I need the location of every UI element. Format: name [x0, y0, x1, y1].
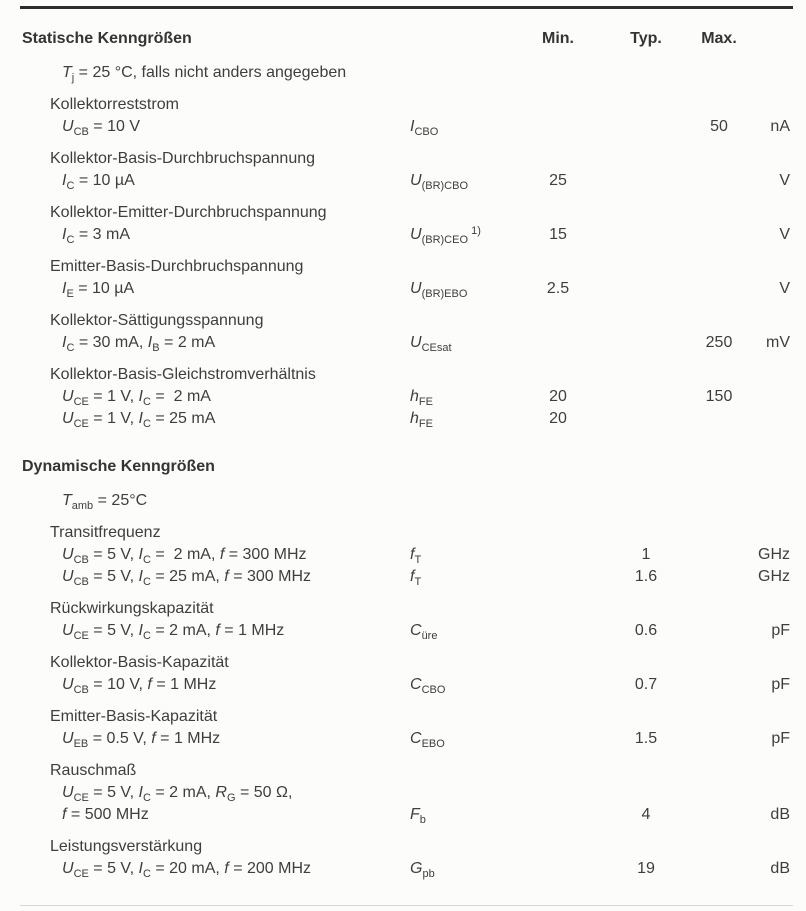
text-segment: I — [138, 784, 143, 801]
text-segment: = 300 MHz — [228, 568, 312, 585]
table-row — [0, 804, 806, 826]
symbol-cell — [410, 620, 530, 643]
text-segment: (BR)CBO — [421, 179, 469, 192]
parameter-group — [0, 148, 806, 192]
parameter-group — [0, 652, 806, 696]
group-title: Kollektor-Basis-Kapazität — [50, 654, 229, 671]
text-segment: C — [66, 341, 75, 354]
text-segment: üre — [421, 629, 438, 642]
text-segment: G — [226, 791, 236, 804]
condition-cell — [0, 566, 410, 589]
text-segment: = 5 V, — [88, 784, 139, 801]
min-cell: 15 — [549, 226, 567, 243]
table-row — [0, 386, 806, 408]
text-segment: CBO — [421, 683, 446, 696]
text-segment: CE — [73, 417, 89, 430]
symbol-cell — [410, 332, 530, 355]
text-segment: h — [410, 410, 419, 427]
group-title-row — [0, 94, 806, 116]
text-segment: U — [410, 334, 422, 351]
text-segment: CB — [73, 125, 89, 138]
unit-cell: V — [779, 226, 790, 243]
bottom-rule — [20, 905, 793, 906]
unit-cell: pF — [771, 622, 790, 639]
text-segment: f — [410, 546, 415, 563]
text-segment: h — [410, 388, 419, 405]
text-segment: I — [138, 860, 143, 877]
top-rule — [20, 6, 793, 9]
max-cell: 250 — [705, 334, 733, 351]
group-title: Kollektor-Sättigungsspannung — [50, 312, 264, 329]
group-title-row — [0, 522, 806, 544]
text-segment: CE — [73, 395, 89, 408]
table-row — [0, 544, 806, 566]
text-segment: U — [62, 546, 74, 563]
text-segment: = 2 mA, — [150, 546, 220, 563]
text-segment: U — [62, 676, 74, 693]
parameter-group — [0, 256, 806, 300]
text-segment: = 2 mA, — [150, 784, 216, 801]
text-segment: amb — [71, 499, 94, 512]
condition-cell — [0, 116, 410, 139]
text-segment: = 2 mA — [150, 388, 211, 405]
table-row — [0, 566, 806, 588]
text-segment: U — [62, 860, 74, 877]
text-segment: I — [62, 334, 67, 351]
section-title: Statische Kenngrößen — [22, 30, 192, 47]
column-header-typ: Typ. — [630, 30, 662, 47]
group-title-row — [0, 364, 806, 386]
text-segment: = 5 V, — [88, 622, 139, 639]
condition-cell — [0, 858, 410, 881]
typ-cell: 4 — [641, 806, 651, 823]
condition-cell — [0, 728, 410, 751]
symbol-cell — [410, 566, 530, 589]
text-segment: f — [215, 622, 220, 639]
text-segment: f — [219, 546, 225, 563]
text-segment: T — [414, 575, 422, 588]
condition-cell — [0, 620, 410, 643]
group-title: Rauschmaß — [50, 762, 137, 779]
table-row — [0, 116, 806, 138]
section — [0, 456, 806, 880]
text-segment: EB — [73, 737, 89, 750]
table-row — [0, 858, 806, 880]
table-row — [0, 782, 806, 804]
text-segment: f — [224, 860, 229, 877]
group-title: Emitter-Basis-Kapazität — [50, 708, 218, 725]
symbol-cell — [410, 408, 530, 431]
symbol-cell — [410, 674, 530, 697]
condition-cell — [0, 386, 410, 409]
text-segment: = 10 V — [88, 118, 140, 135]
group-title: Emitter-Basis-Durchbruchspannung — [50, 258, 304, 275]
symbol-cell — [410, 544, 530, 567]
text-segment: C — [142, 417, 151, 430]
symbol-cell — [410, 224, 530, 247]
group-title-row — [0, 256, 806, 278]
group-title: Rückwirkungskapazität — [50, 600, 214, 617]
text-segment: CB — [73, 575, 89, 588]
group-title-row — [0, 706, 806, 728]
section — [0, 28, 806, 430]
text-segment: C — [66, 179, 75, 192]
min-cell: 20 — [549, 410, 567, 427]
group-title: Kollektor-Basis-Gleichstromverhältnis — [50, 366, 316, 383]
text-segment: = 2 mA — [159, 334, 216, 351]
typ-cell: 0.6 — [634, 622, 658, 639]
text-segment: = 0.5 V, — [88, 730, 152, 747]
text-segment: CB — [73, 553, 89, 566]
table-row — [0, 728, 806, 750]
temperature-note-row — [0, 490, 806, 512]
text-segment: B — [152, 341, 160, 354]
table-row — [0, 332, 806, 354]
text-segment: E — [66, 287, 74, 300]
characteristics-table — [0, 28, 806, 880]
group-title-row — [0, 202, 806, 224]
text-segment: T — [62, 64, 72, 81]
text-segment: CE — [73, 791, 89, 804]
text-segment: C — [142, 575, 151, 588]
text-segment: = 5 V, — [88, 546, 139, 563]
typ-cell: 1.6 — [634, 568, 658, 585]
text-segment: C — [66, 233, 75, 246]
text-segment: I — [62, 280, 67, 297]
group-title: Kollektorreststrom — [50, 96, 179, 113]
text-segment: = 25 mA — [150, 410, 216, 427]
text-segment: = 300 MHz — [224, 546, 307, 563]
text-segment: CE — [73, 867, 89, 880]
symbol-cell — [410, 170, 530, 193]
condition-cell — [0, 804, 410, 826]
text-segment: f — [410, 568, 415, 585]
text-segment: 1) — [468, 224, 481, 237]
typ-cell: 0.7 — [634, 676, 658, 693]
text-segment: U — [62, 568, 74, 585]
text-segment: G — [410, 860, 423, 877]
symbol-cell — [410, 728, 530, 751]
text-segment: U — [62, 410, 74, 427]
temperature-note — [0, 490, 410, 513]
text-segment: = 2 mA, — [150, 622, 216, 639]
text-segment: = 25°C — [93, 492, 148, 509]
text-segment: U — [410, 172, 422, 189]
text-segment: = 1 MHz — [219, 622, 285, 639]
text-segment: I — [62, 226, 67, 243]
parameter-group — [0, 310, 806, 354]
condition-cell — [0, 408, 410, 431]
group-title-row — [0, 760, 806, 782]
text-segment: = 500 MHz — [66, 806, 149, 823]
text-segment: U — [62, 622, 74, 639]
text-segment: = 10 µA — [73, 280, 135, 297]
text-segment: j — [71, 71, 75, 84]
text-segment: I — [138, 622, 143, 639]
condition-cell — [0, 332, 410, 355]
text-segment: f — [224, 568, 229, 585]
text-segment: EBO — [421, 737, 445, 750]
text-segment: = 1 V, — [88, 410, 139, 427]
condition-cell — [0, 674, 410, 697]
text-segment: U — [410, 280, 422, 297]
table-row — [0, 408, 806, 430]
text-segment: = 50 Ω, — [235, 784, 293, 801]
text-segment: = 10 µA — [74, 172, 135, 189]
group-title: Leistungsverstärkung — [50, 838, 203, 855]
text-segment: FE — [418, 417, 433, 430]
text-segment: C — [142, 553, 151, 566]
group-title: Kollektor-Emitter-Durchbruchspannung — [50, 204, 327, 221]
text-segment: I — [138, 388, 143, 405]
text-segment: C — [142, 867, 151, 880]
table-row — [0, 170, 806, 192]
parameter-group — [0, 760, 806, 826]
parameter-group — [0, 522, 806, 588]
typ-cell: 1 — [641, 546, 651, 563]
group-title: Kollektor-Basis-Durchbruchspannung — [50, 150, 316, 167]
text-segment: (BR)EBO — [421, 287, 468, 300]
text-segment: = 30 mA, — [74, 334, 148, 351]
group-title: Transitfrequenz — [50, 524, 161, 541]
text-segment: = 5 V, — [88, 568, 139, 585]
unit-cell: GHz — [758, 568, 790, 585]
text-segment: b — [419, 813, 426, 826]
text-segment: C — [142, 395, 151, 408]
column-header-max: Max. — [701, 30, 737, 47]
text-segment: C — [410, 676, 422, 693]
text-segment: = 5 V, — [88, 860, 139, 877]
text-segment: = 25 °C, falls nicht anders angegeben — [74, 64, 347, 81]
table-row — [0, 224, 806, 246]
text-segment: FE — [418, 395, 433, 408]
text-segment: CE — [73, 629, 89, 642]
text-segment: pb — [422, 867, 435, 880]
min-cell: 20 — [549, 388, 567, 405]
parameter-group — [0, 202, 806, 246]
column-header-min: Min. — [542, 30, 574, 47]
parameter-group — [0, 94, 806, 138]
text-segment: I — [138, 546, 143, 563]
typ-cell: 1.5 — [634, 730, 658, 747]
text-segment: T — [414, 553, 422, 566]
condition-cell — [0, 782, 410, 805]
unit-cell: mV — [766, 334, 790, 351]
text-segment: C — [410, 622, 422, 639]
text-segment: f — [151, 730, 156, 747]
temperature-note — [0, 62, 410, 85]
group-title-row — [0, 310, 806, 332]
text-segment: I — [62, 172, 67, 189]
text-segment: F — [410, 806, 420, 823]
parameter-group — [0, 836, 806, 880]
parameter-group — [0, 706, 806, 750]
unit-cell: V — [779, 172, 790, 189]
table-row — [0, 674, 806, 696]
text-segment: CB — [73, 683, 89, 696]
unit-cell: V — [779, 280, 790, 297]
text-segment: = 1 MHz — [151, 676, 217, 693]
symbol-cell — [410, 278, 530, 301]
text-segment: T — [62, 492, 72, 509]
text-segment: f — [62, 806, 67, 823]
text-segment: I — [410, 118, 415, 135]
condition-cell — [0, 170, 410, 193]
unit-cell: dB — [770, 860, 790, 877]
parameter-group — [0, 598, 806, 642]
condition-cell — [0, 544, 410, 567]
text-segment: U — [410, 226, 422, 243]
condition-cell — [0, 224, 410, 247]
temperature-note-row — [0, 62, 806, 84]
group-title-row — [0, 836, 806, 858]
text-segment: I — [138, 568, 143, 585]
unit-cell: nA — [770, 118, 790, 135]
unit-cell: pF — [771, 730, 790, 747]
max-cell: 50 — [710, 118, 728, 135]
text-segment: = 1 MHz — [155, 730, 221, 747]
section-header-row — [0, 456, 806, 478]
table-row — [0, 278, 806, 300]
section-header-row — [0, 28, 806, 50]
unit-cell: pF — [771, 676, 790, 693]
condition-cell — [0, 278, 410, 301]
text-segment: U — [62, 118, 74, 135]
symbol-cell — [410, 386, 530, 409]
text-segment: = 10 V, — [88, 676, 148, 693]
text-segment: = 3 mA — [74, 226, 130, 243]
text-segment: = 200 MHz — [228, 860, 312, 877]
text-segment: = 25 mA, — [150, 568, 225, 585]
unit-cell: dB — [770, 806, 790, 823]
min-cell: 2.5 — [546, 280, 570, 297]
text-segment: C — [142, 629, 151, 642]
group-title-row — [0, 148, 806, 170]
text-segment: U — [62, 784, 74, 801]
symbol-cell — [410, 858, 530, 881]
text-segment: C — [410, 730, 422, 747]
max-cell: 150 — [705, 388, 733, 405]
text-segment: (BR)CEO — [421, 233, 469, 246]
text-segment: = 1 V, — [88, 388, 139, 405]
group-title-row — [0, 598, 806, 620]
symbol-cell — [410, 804, 530, 827]
symbol-cell — [410, 116, 530, 139]
text-segment: f — [147, 676, 152, 693]
text-segment: U — [62, 730, 74, 747]
unit-cell: GHz — [758, 546, 790, 563]
parameter-group — [0, 364, 806, 430]
text-segment: C — [142, 791, 151, 804]
text-segment: U — [62, 388, 74, 405]
min-cell: 25 — [549, 172, 567, 189]
text-segment: R — [215, 784, 227, 801]
text-segment: I — [138, 410, 143, 427]
text-segment: CEsat — [421, 341, 452, 354]
group-title-row — [0, 652, 806, 674]
text-segment: CBO — [414, 125, 439, 138]
text-segment: = 20 mA, — [150, 860, 225, 877]
typ-cell: 19 — [637, 860, 655, 877]
text-segment: I — [147, 334, 153, 351]
section-title: Dynamische Kenngrößen — [22, 458, 215, 475]
table-row — [0, 620, 806, 642]
